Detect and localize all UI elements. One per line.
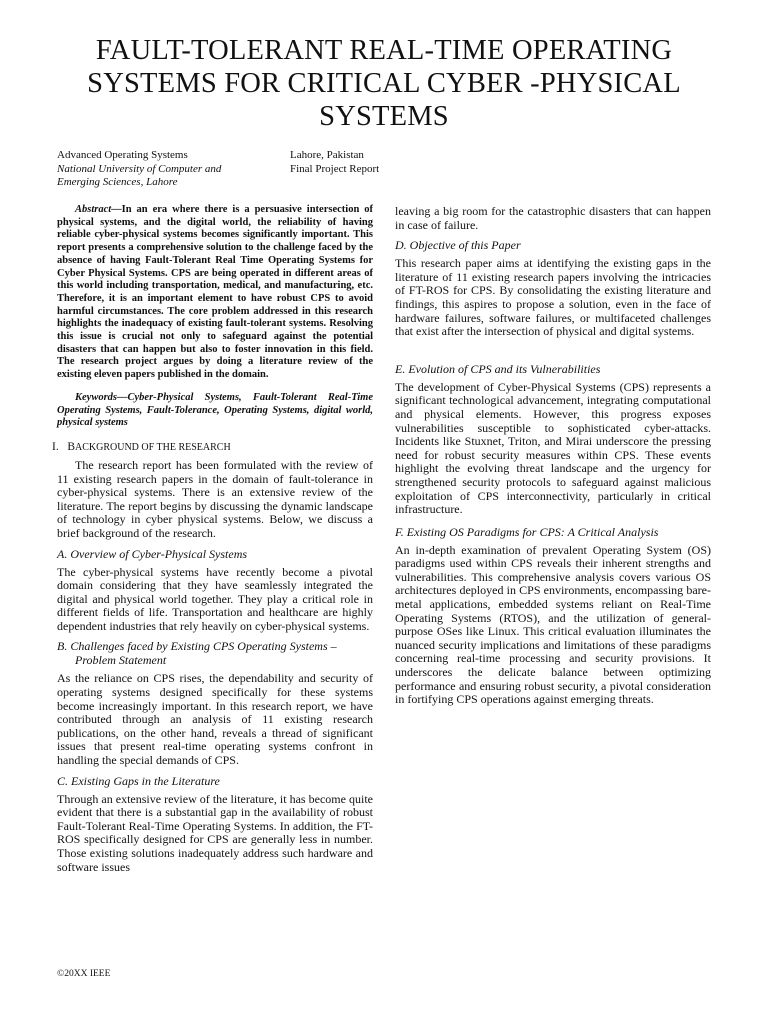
paper-title: FAULT-TOLERANT REAL-TIME OPERATING SYSTEMS FOR CRITICAL CYBER -PHYSICAL SYSTEMS xyxy=(87,35,681,132)
subsection-heading-a: A. Overview of Cyber-Physical Systems xyxy=(57,546,248,561)
section-intro-paragraph: The research report has been formulated with the review of 11 existing research papers in the domain of fault-tolerance in cyber-physical systems. There is an extensive review of the literature. The report begins by discussing the dynamic landscape of technology in cyber physical systems. Below, we discuss a brief background of the research. xyxy=(57,457,373,540)
subsection-c-paragraph: Through an extensive review of the literature, it has become quite evident that there is a substantial gap in the availability of robust Fault-Tolerant Real-Time Operating Systems. In addition, the FT-ROS specifically designed for CPS are generally less in number. Those existing solutions inadequately address such hardware and software issues xyxy=(57,791,373,874)
affiliation-location: Lahore, Pakistan xyxy=(290,149,364,161)
subsection-heading-b: B. Challenges faced by Existing CPS Operating Systems – Problem Statement xyxy=(57,639,337,668)
author-affiliation-left xyxy=(57,149,267,190)
affiliation-university: National University of Computer and Emerging Sciences, Lahore xyxy=(57,162,222,188)
subsection-heading-e: E. Evolution of CPS and its Vulnerabilities xyxy=(395,361,601,376)
subsection-d-paragraph: This research paper aims at identifying the existing gaps in the literature of 11 existing research papers involving the intricacies of FT-ROS for CPS. By consolidating the existing literature and findings, this aspires to propose a solution, even in the face of hardware failures, software failures, or multifaceted challenges that exist after the intersection of physical and digital systems. xyxy=(395,256,711,339)
subsection-b-paragraph: As the reliance on CPS rises, the dependability and security of operating systems designed specifically for these systems become increasingly important. In this research report, we have contributed through an analysis of 11 existing research publications, on the other hand, reveals a thread of significant issues that present real-time operating systems confront in handling the special demands of CPS. xyxy=(57,671,373,768)
subsection-c-continuation: leaving a big room for the catastrophic disasters that can happen in case of failure. xyxy=(395,204,711,232)
section-heading-background xyxy=(52,440,373,455)
spacer xyxy=(395,345,711,359)
section-number: I. xyxy=(52,440,59,453)
subsection-heading-c: C. Existing Gaps in the Literature xyxy=(57,773,220,788)
subsection-e-paragraph: The development of Cyber-Physical Systems (CPS) represents a significant technological advancement, integrating computational and physical elements. However, this progress exposes vulnerabilities susceptible to sophisticated cyber-attacks. Incidents like Stuxnet, Triton, and Mirai underscore the pressing need for robust security measures within CPS. These events highlight the evolving threat landscape and the urgency for strengthened security protocols to safeguard against malicious exploitation of CPS interconnectivity, particularly in critical infrastructure. xyxy=(395,379,711,517)
subsection-f-paragraph: An in-depth examination of prevalent Operating System (OS) paradigms used within CPS reveals their inherent strengths and vulnerabilities. This comprehensive analysis covers various OS architectures deployed in CPS environments, encompassing bare-metal applications, embedded systems reliant on Real-Time Operating Systems (RTOS), and the utilization of general-purpose OSes like Linux. This critical evaluation illuminates the nuanced security implications and limitations of these paradigms concerning real-time processing and security provisions. It underscores the delicate balance between optimizing performance and ensuring robust security, a pivotal consideration in fortifying CPS operations against emerging threats. xyxy=(395,542,711,707)
abstract-text: —In an era where there is a persuasive intersection of physical systems, and the digital world, the reliability of having reliable cyber-physical systems becomes significantly important. This report presents a comprehensive solution to the challenge faced by the absence of having Fault-Tolerant Real Time Operating Systems for Cyber Physical Systems. CPS are being operated in different areas of this world including transportation, medical, and manufacturing, etc. Therefore, it is an important element to have robust CPS to avoid harmful circumstances. The core problem addressed in this research highlights the inadequacy of existing fault-tolerant systems. Resolving this issue is crucial not only to safeguard against the potential disasters that can happen but also to foster innovation in this field. The research project argues by doing a literature review of the existing eleven papers published in the domain. xyxy=(57,204,373,381)
affiliation-course: Advanced Operating Systems xyxy=(57,149,188,161)
subsection-heading-f: F. Existing OS Paradigms for CPS: A Critical Analysis xyxy=(395,524,659,539)
subsection-a-paragraph: The cyber-physical systems have recently become a pivotal domain considering that they have seamlessly integrated the digital and physical world together. They play a critical role in different fields of life. Transportation and healthcare are highly dependent industries that rely heavily on cyber-physical systems. xyxy=(57,564,373,633)
abstract-lead: Abstract xyxy=(75,204,112,215)
author-affiliation-right xyxy=(290,149,450,176)
copyright-footer: ©20XX IEEE xyxy=(57,969,111,979)
affiliation-report-type: Final Project Report xyxy=(290,162,380,175)
right-column xyxy=(395,205,711,713)
subsection-heading-d: D. Objective of this Paper xyxy=(395,238,521,253)
section-title-rest: ACKGROUND OF THE RESEARCH xyxy=(75,441,231,453)
keywords: Keywords—Cyber-Physical Systems, Fault-Tolerant Real-Time Operating Systems, Fault-Tolerance, Operating Systems, digital world, physical systems xyxy=(57,391,373,429)
left-column xyxy=(52,204,373,880)
abstract xyxy=(57,204,373,382)
section-title-initial: B xyxy=(67,440,76,453)
